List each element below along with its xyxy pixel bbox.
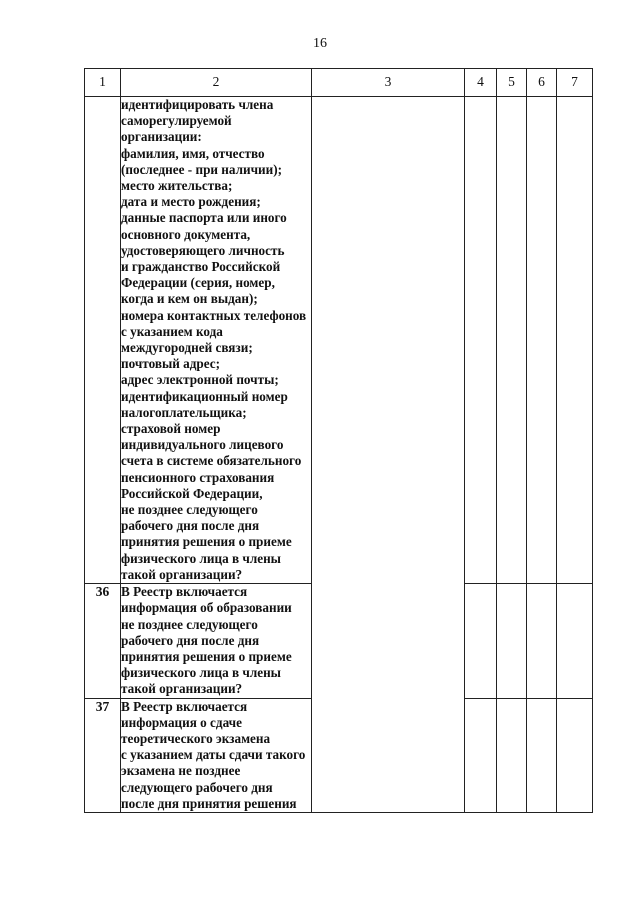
question-line: физического лица в члены xyxy=(121,550,281,566)
row-cell-col4 xyxy=(465,97,497,584)
question-line: Российской Федерации, xyxy=(121,485,263,501)
question-line: такой организации? xyxy=(121,566,243,582)
question-line: не позднее следующего xyxy=(121,616,258,632)
row-number xyxy=(85,97,121,584)
question-line: место жительства; xyxy=(121,178,233,194)
question-line: пенсионного страхования xyxy=(121,469,275,485)
requirements-table xyxy=(84,68,593,813)
header-col-6: 6 xyxy=(527,69,557,97)
row-number: 37 xyxy=(85,698,121,812)
header-col-1: 1 xyxy=(85,69,121,97)
page-number: 16 xyxy=(313,36,327,51)
question-line: когда и кем он выдан); xyxy=(121,291,258,307)
row-cell-col5 xyxy=(497,584,527,698)
question-line: данные паспорта или иного xyxy=(121,210,287,226)
table-row xyxy=(85,97,593,584)
row-question xyxy=(121,97,312,584)
question-line: после дня принятия решения xyxy=(121,795,297,811)
header-col-3: 3 xyxy=(312,69,465,97)
question-line: принятия решения о приеме xyxy=(121,648,292,664)
question-line: следующего рабочего дня xyxy=(121,779,273,795)
question-line: В Реестр включается xyxy=(121,584,248,600)
row-cell-col7 xyxy=(557,584,593,698)
header-col-4: 4 xyxy=(465,69,497,97)
question-line: адрес электронной почты; xyxy=(121,372,279,388)
question-line: организации: xyxy=(121,129,202,145)
row-question xyxy=(121,698,312,812)
question-line: с указанием даты сдачи такого xyxy=(121,747,306,763)
question-line: удостоверяющего личность xyxy=(121,242,285,258)
question-line: номера контактных телефонов xyxy=(121,307,307,323)
question-line: страховой номер xyxy=(121,421,221,437)
question-line: Федерации (серия, номер, xyxy=(121,275,275,291)
question-line: фамилия, имя, отчество xyxy=(121,145,265,161)
question-line: информация о сдаче xyxy=(121,714,242,730)
question-line: В Реестр включается xyxy=(121,698,248,714)
row-cell-col5 xyxy=(497,698,527,812)
row-cell-col6 xyxy=(527,97,557,584)
question-line: основного документа, xyxy=(121,226,251,242)
header-row xyxy=(85,69,593,97)
row-cell-col7 xyxy=(557,698,593,812)
question-line: счета в системе обязательного xyxy=(121,453,302,469)
row-cell-col6 xyxy=(527,584,557,698)
row-cell-col4 xyxy=(465,698,497,812)
question-line: с указанием кода xyxy=(121,323,223,339)
row-cell-col5 xyxy=(497,97,527,584)
row-question xyxy=(121,584,312,698)
header-col-5: 5 xyxy=(497,69,527,97)
question-line: теоретического экзамена xyxy=(121,730,271,746)
question-line: междугородней связи; xyxy=(121,340,253,356)
question-line: рабочего дня после дня xyxy=(121,632,260,648)
header-col-7: 7 xyxy=(557,69,593,97)
question-line: (последнее - при наличии); xyxy=(121,161,283,177)
row-cell-col4 xyxy=(465,584,497,698)
question-line: дата и место рождения; xyxy=(121,194,261,210)
question-line: почтовый адрес; xyxy=(121,356,221,372)
question-line: физического лица в члены xyxy=(121,665,281,681)
question-line: налогоплательщика; xyxy=(121,404,247,420)
row-number: 36 xyxy=(85,584,121,698)
row-cell-col6 xyxy=(527,698,557,812)
row-cell-col3 xyxy=(312,97,465,813)
question-line: рабочего дня после дня xyxy=(121,518,260,534)
question-line: такой организации? xyxy=(121,681,243,697)
question-line: саморегулируемой xyxy=(121,113,232,129)
question-line: экзамена не позднее xyxy=(121,763,241,779)
question-line: идентификационный номер xyxy=(121,388,288,404)
question-line: индивидуального лицевого xyxy=(121,437,284,453)
row-cell-col7 xyxy=(557,97,593,584)
question-line: и гражданство Российской xyxy=(121,259,281,275)
question-line: информация об образовании xyxy=(121,600,292,616)
question-line: не позднее следующего xyxy=(121,502,258,518)
header-col-2: 2 xyxy=(121,69,312,97)
question-line: принятия решения о приеме xyxy=(121,534,292,550)
question-line: идентифицировать члена xyxy=(121,97,274,112)
